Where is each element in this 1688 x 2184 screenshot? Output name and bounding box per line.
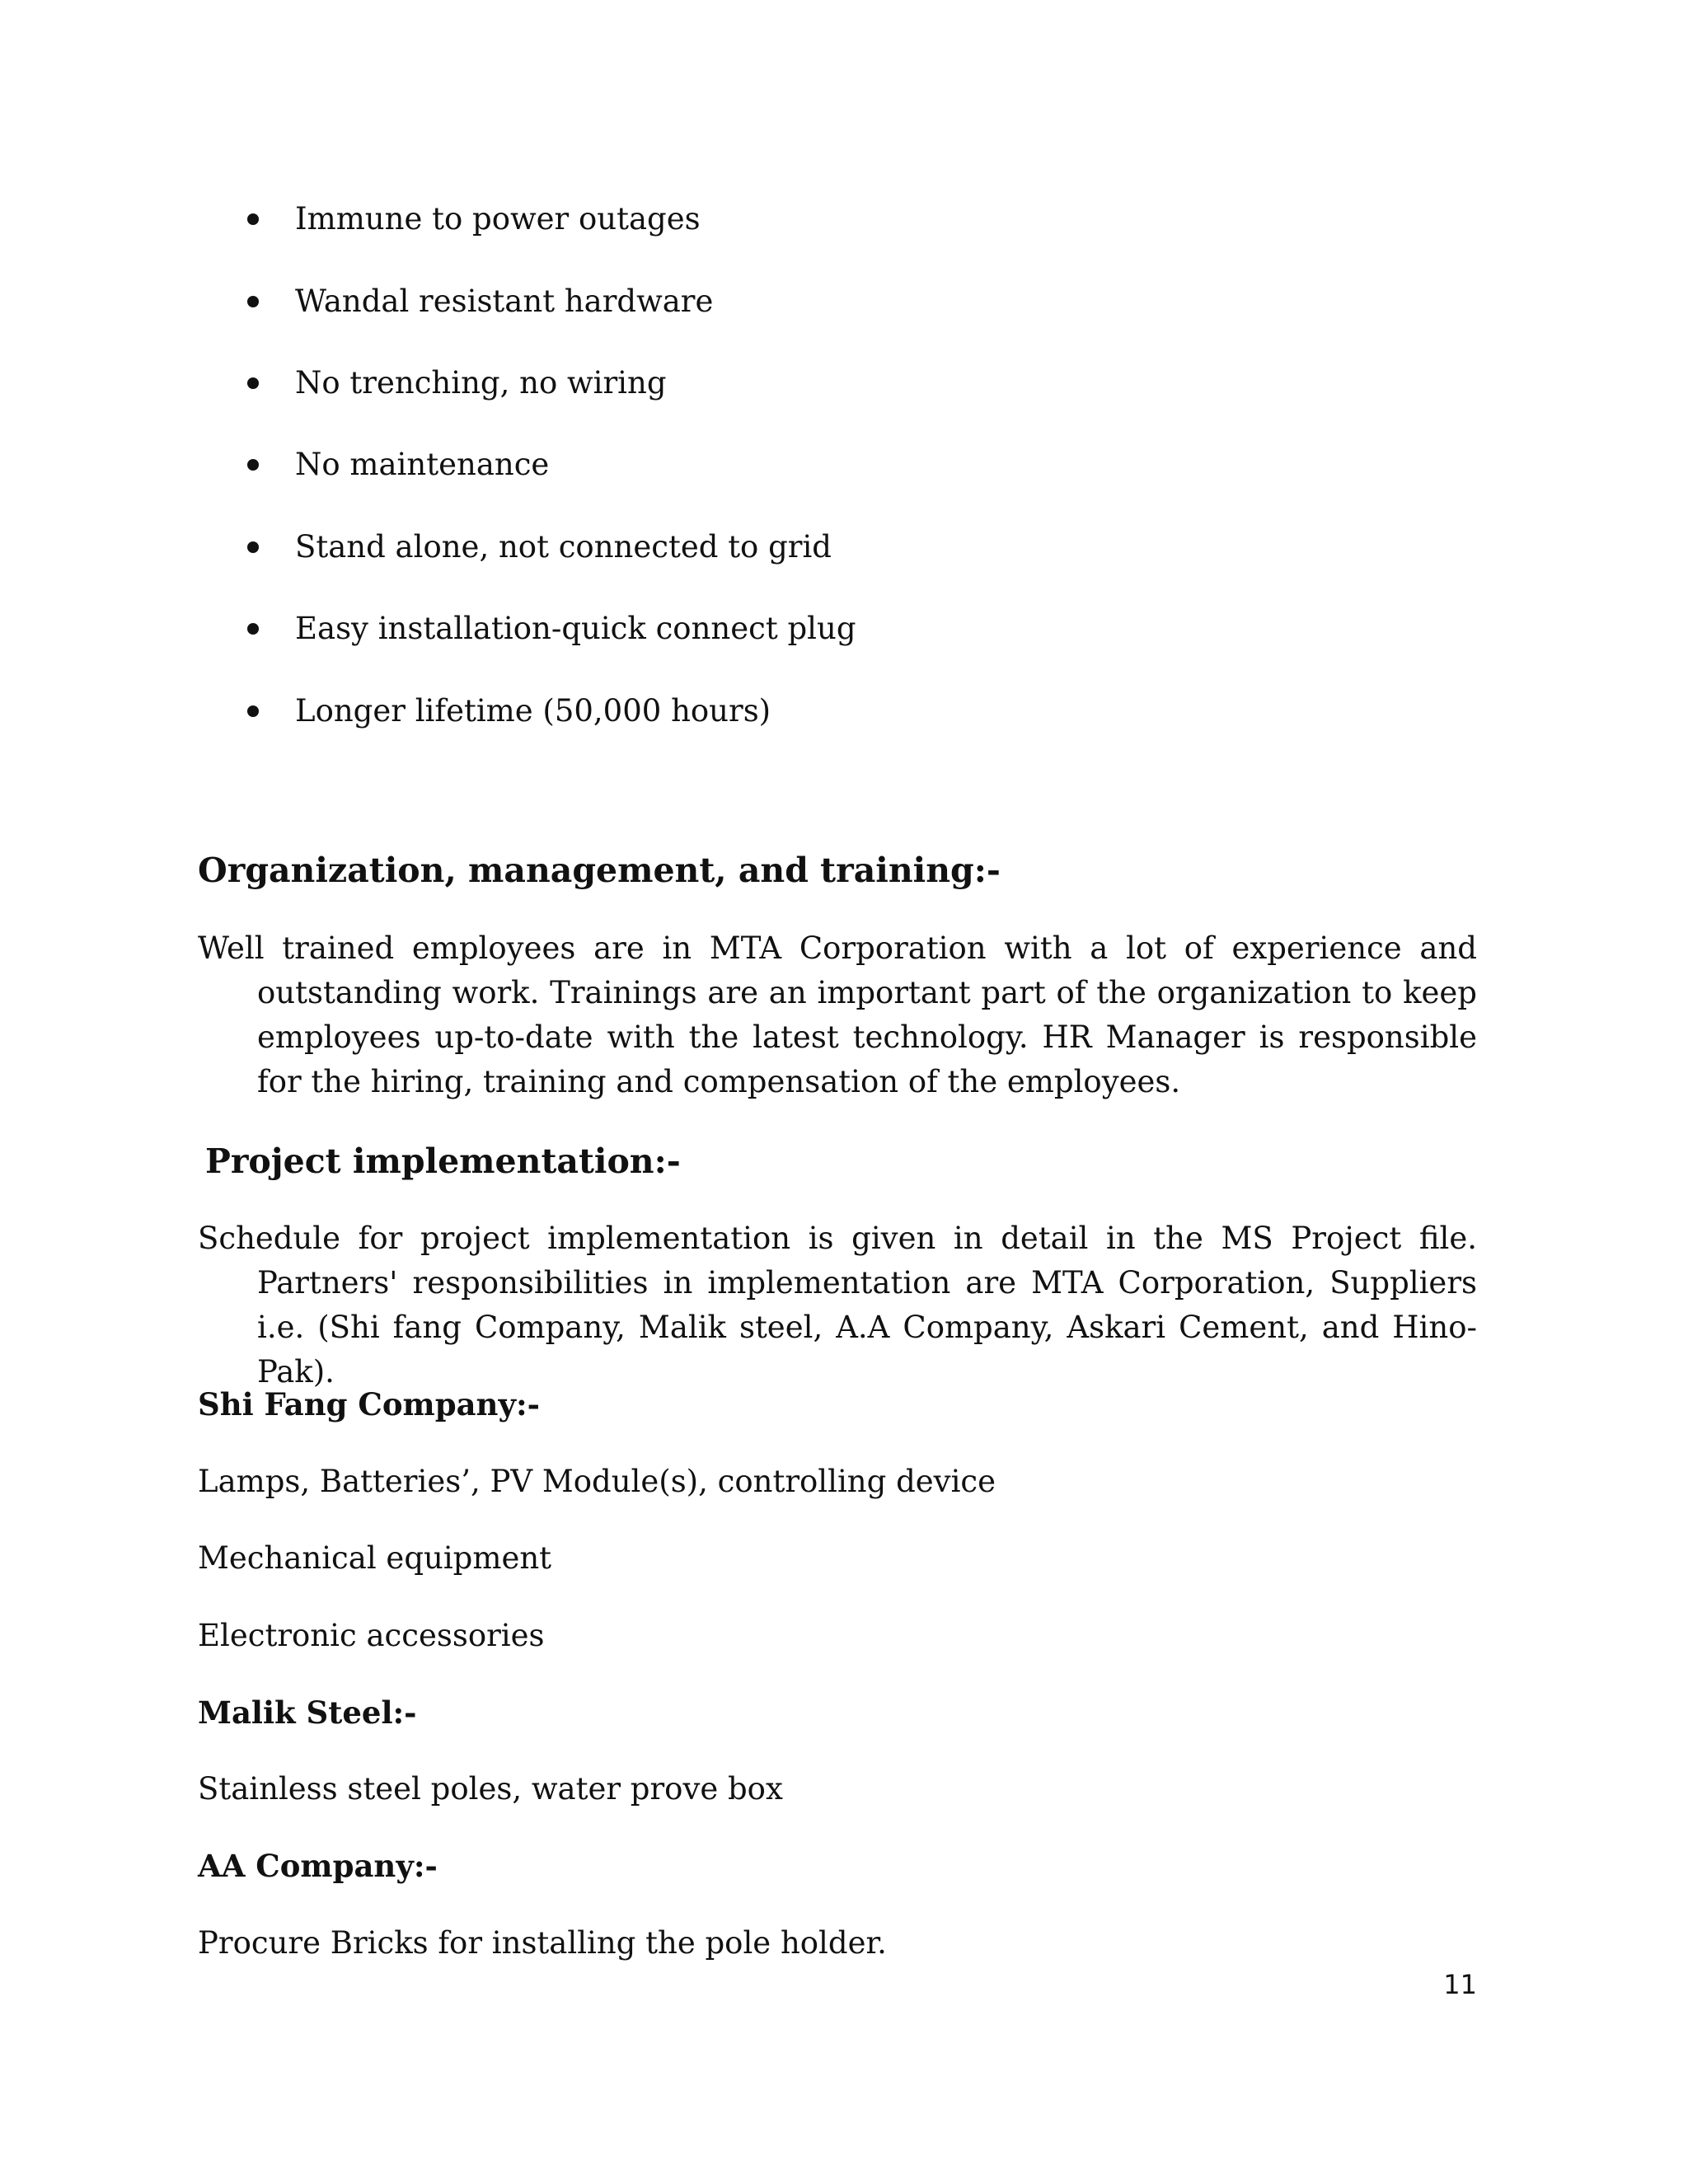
bullet-item [247,277,1401,326]
subheading-aa-company: AA Company:- [198,1848,438,1884]
bullet-text: Easy installation-quick connect plug [295,611,856,646]
bullet-item [247,523,1401,572]
bullet-item [247,604,1401,654]
section-heading-organization: Organization, management, and training:- [198,851,1001,890]
bullet-text: Immune to power outages [295,201,701,237]
bullet-item [247,194,1401,244]
bullet-dot-icon [247,705,259,717]
bullet-item [247,687,1401,736]
bullet-text: Stand alone, not connected to grid [295,529,832,565]
page-number: 11 [1443,1969,1477,2000]
bullet-text: Longer lifetime (50,000 hours) [295,693,771,729]
aa-company-item: Procure Bricks for installing the pole holder. [198,1925,887,1961]
organization-paragraph: Well trained employees are in MTA Corporation with a lot of experience and outstanding work. Trainings are an important part of the organization to keep employees up-to-date with the latest technology. HR Manager is responsible for the hiring, training and compensation of the employees. [198,930,1477,1099]
bullet-dot-icon [247,541,259,553]
shi-fang-item: Mechanical equipment [198,1540,552,1576]
bullet-item [247,440,1401,490]
malik-steel-item: Stainless steel poles, water prove box [198,1771,783,1807]
bullet-dot-icon [247,623,259,635]
bullet-text: Wandal resistant hardware [295,284,714,319]
bullet-text: No trenching, no wiring [295,365,667,401]
bullet-dot-icon [247,213,259,225]
subheading-malik-steel: Malik Steel:- [198,1694,417,1731]
section-heading-project-implementation: Project implementation:- [205,1141,681,1181]
bullet-text: No maintenance [295,447,550,482]
shi-fang-item: Lamps, Batteries’, PV Module(s), controlling device [198,1464,996,1499]
bullet-item [247,359,1401,408]
bullet-dot-icon [247,296,259,307]
subheading-shi-fang-company: Shi Fang Company:- [198,1386,540,1422]
project-implementation-paragraph: Schedule for project implementation is given in detail in the MS Project file. Partners' responsibilities in implementation are MTA Corporation, Suppliers i.e. (Shi fang Company, Malik steel, A.A Company, Askari Cement, and Hino-Pak). [198,1221,1477,1390]
bullet-dot-icon [247,377,259,389]
bullet-dot-icon [247,459,259,471]
shi-fang-item: Electronic accessories [198,1618,545,1653]
